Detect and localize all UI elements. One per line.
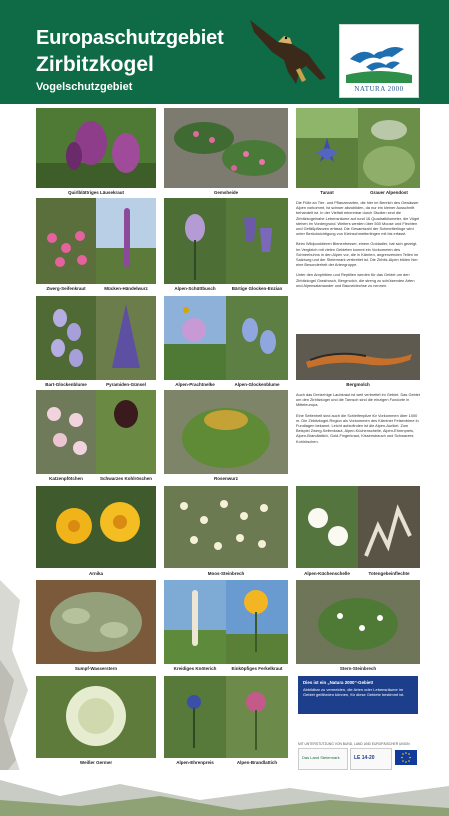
photo-alpendost xyxy=(358,108,420,188)
caption-totengebeinflechte: Totengebeinflechte xyxy=(368,571,410,576)
photo-moos-steinbrech xyxy=(164,486,288,568)
photo-laeusekraut xyxy=(36,108,156,188)
caption-glocken-enzian: Bärtige Glocken-Enzian xyxy=(231,286,283,291)
footer-landscape-image xyxy=(0,770,449,816)
text-paragraph-3: Unter den Amphibien und Reptilien werden für das Gebiet um den Zirbitzkogel Grasfrosch, Bergmolch, die streng zu schützenden Arten und Alpensalamander und Bauneidechse zu nennen. xyxy=(296,272,415,288)
photo-knoeterich xyxy=(164,580,226,664)
logo-land-text: Das Land Steiermark xyxy=(302,755,340,760)
logo-le-text: LE 14-20 xyxy=(354,755,375,761)
caption-katzenpfoetchen: Katzenpfötchen xyxy=(49,476,83,481)
caption-ferkelkraut: Einköpfiges Ferkelkraut xyxy=(231,666,283,671)
caption-arnika: Arnika xyxy=(88,571,103,576)
text-block-lower xyxy=(296,392,420,449)
caption-alpen-prachtnelke: Alpen-Prachtnelke xyxy=(175,382,215,387)
photo-alpen-prachtnelke xyxy=(164,296,226,380)
text-paragraph-1: Die Fülle an Tier- und Pflanzenarten, die hier im Bereich des Gewässer Alpen vorkommt, ist schwer abzubilden, da nur ein kleiner Ausschnitt behandelt ist. In der Vielfalt erkennbar durch Studien sind die Zirbitzkogelnahe Lebensräume auf rund 16 Quadratkilometer, die Vögel stehen im Vordergrund. Weiters werden über 500 Moose und Flechten und Gefäßpflanzen erfasst. Die Gesamtzahl der Schmetterlinge wird unter Berücksichtigung von Kleinschmetterlingen mit bis erfasst. xyxy=(296,200,420,237)
caption-stern-steinbrech: Stern-Steinbrech xyxy=(339,666,377,671)
photo-alpen-kuechenschelle xyxy=(296,486,358,568)
info-box-title: Dies ist ein „Natura 2000“-Gebiet! xyxy=(303,680,374,685)
caption-pyramiden-guensel: Pyramiden-Günsel xyxy=(106,382,146,387)
photo-sumpf-wasserstern xyxy=(36,580,156,664)
caption-alpen-schuttbusch: Alpen-Schüttbusch xyxy=(174,286,216,291)
photo-glocken-enzian xyxy=(226,198,288,284)
page-title-line2: Zirbitzkogel xyxy=(36,53,154,76)
logo-le-14-20 xyxy=(350,748,392,770)
header-banner xyxy=(0,0,449,104)
caption-kohlroeschen: Schwarzes Kohlröschen xyxy=(99,476,153,481)
page-subtitle: Vogelschutzgebiet xyxy=(36,81,133,93)
text-paragraph-5: Eine Seltenheit sind auch die Schleifenpilze für Vorkommen über 1000 m. Die Zirbitzkogel-Region als Vorkommen des Kärntner Felsenbirne in Fundlagen bekannt. Leicht aufzufinden ist die Alpen-Aurikel. Zum Beispiel Zwerg-Seifenkraut, Alpen-Küchenschelle, Alpen-Ehrenpreis, Alpen-Brandlattich, Gold-Fingerkraut, Kissenstrauch und Schwarzes Kohlröschen. xyxy=(296,412,419,444)
caption-moos-steinbrech: Moos-Steinbrech xyxy=(207,571,245,576)
photo-alpen-ehrenpreis xyxy=(164,676,226,758)
natura-2000-logo xyxy=(339,24,419,98)
caption-sumpf-wasserstern: Sumpf-Wasserstern xyxy=(74,666,118,671)
photo-alpen-glockenblume xyxy=(226,296,288,380)
natura-logo-text: NATURA 2000 xyxy=(354,85,404,93)
caption-alpendost: Grauer Alpendost xyxy=(370,190,408,195)
photo-tarant xyxy=(296,108,358,188)
photo-katzenpfoetchen xyxy=(36,390,96,474)
page-title-line1: Europaschutzgebiet xyxy=(36,27,224,49)
caption-knoeterich: Kreidiges Knöterich xyxy=(173,666,217,671)
caption-muecken-haendelwurz: Mücken-Händelwurz xyxy=(104,286,148,291)
sponsor-label: MIT UNTERSTÜTZUNG VON BUND, LAND UND EUROPÄISCHER UNION xyxy=(298,742,410,746)
caption-bart-glockenblume: Bart-Glockenblume xyxy=(45,382,87,387)
logo-land-steiermark xyxy=(298,748,348,770)
text-block-upper xyxy=(296,200,420,293)
photo-bart-glockenblume xyxy=(36,296,96,380)
photo-arnika xyxy=(36,486,156,568)
photo-pyramiden-guensel xyxy=(96,296,156,380)
caption-gemsheide: Gemsheide xyxy=(213,190,239,195)
caption-alpen-ehrenpreis: Alpen-Ehrenpreis xyxy=(176,760,214,765)
text-paragraph-2: Beim Wildpunktieren Bienenfresser, einem Goldadler, hat sich gezeigt. Im Vergleich mit vielen Gebieten kommt ein Vorkommen des Schneehuhns in den Alpen vor, die in Kärnten, angrenzenden Teilen im Salzburg und der Steiermark verbreitet ist. Die Zirbitz-Alpen bilden hier eine Besonderheit der Artengruppe. xyxy=(296,241,419,268)
caption-alpen-brandlattich: Alpen-Brandlattich xyxy=(236,760,278,765)
photo-alpen-brandlattich xyxy=(226,676,288,758)
caption-tarant: Tarant xyxy=(320,190,334,195)
photo-stern-steinbrech xyxy=(296,580,420,664)
photo-weisser-germer xyxy=(36,676,156,758)
photo-zwerg-seifenkraut xyxy=(36,198,96,284)
photo-muecken-haendelwurz xyxy=(96,198,156,284)
caption-rosenwurz: Rosenwurz xyxy=(213,476,238,481)
photo-ferkelkraut xyxy=(226,580,288,664)
photo-kohlroeschen xyxy=(96,390,156,474)
photo-alpen-schuttbusch xyxy=(164,198,226,284)
caption-bergmolch: Bergmolch xyxy=(346,382,370,387)
caption-alpen-glockenblume: Alpen-Glockenblume xyxy=(234,382,280,387)
photo-bergmolch xyxy=(296,334,420,380)
photo-rosenwurz xyxy=(164,390,288,474)
caption-laeusekraut: Quirlblättriges Läusekraut xyxy=(67,190,124,195)
eagle-illustration xyxy=(248,14,328,96)
info-box-body: Abbildbar zu vermeiden, die Arten oder Lebensräume im Gebiet gefährden können, für diese Gebiete bestimmt ist. xyxy=(303,687,405,698)
caption-weisser-germer: Weißer Germer xyxy=(79,760,113,765)
natura-info-box xyxy=(298,676,418,714)
photo-gemsheide xyxy=(164,108,288,188)
caption-alpen-kuechenschelle: Alpen-Küchenschelle xyxy=(304,571,350,576)
caption-zwerg-seifenkraut: Zwerg-Seifenkraut xyxy=(46,286,86,291)
text-paragraph-4: Auch das Dreizehige Laubkraut ist weit verbreitet im Gebiet. Das Gebiet um den Zirbitzkogel und die Tarnsch sind die einzigen Fundorte in Mitteleuropa. xyxy=(296,392,420,408)
eu-flag-icon xyxy=(395,750,417,765)
photo-totengebeinflechte xyxy=(358,486,420,568)
